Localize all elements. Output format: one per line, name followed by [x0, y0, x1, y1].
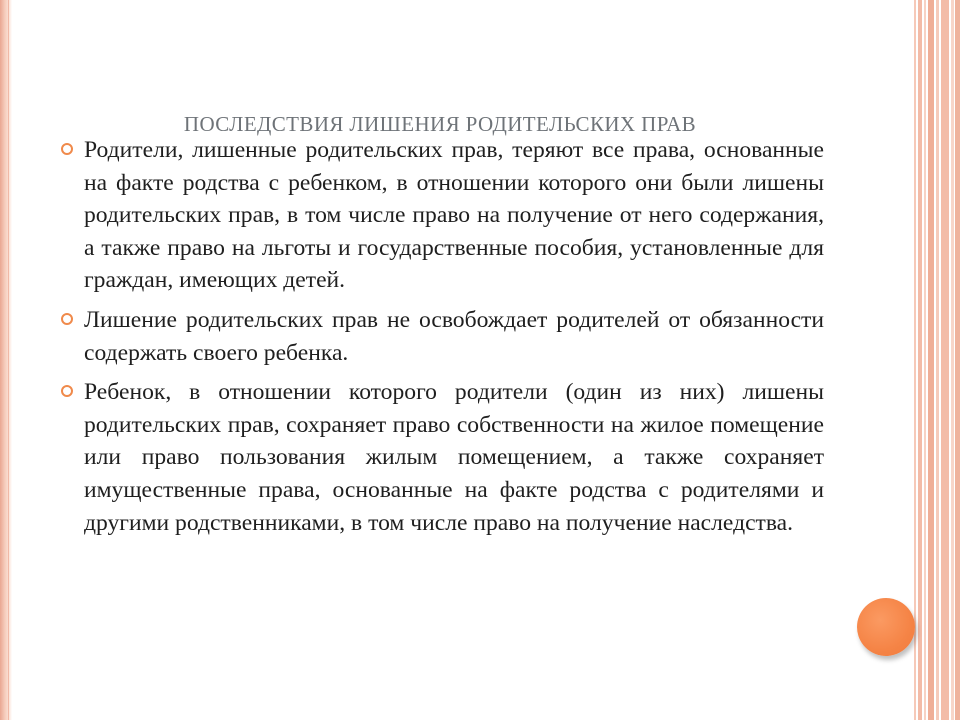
list-item	[58, 376, 824, 539]
stripe	[914, 0, 916, 720]
stripe	[918, 0, 922, 720]
stripe	[924, 0, 926, 720]
slide-title: ПОСЛЕДСТВИЯ ЛИШЕНИЯ РОДИТЕЛЬСКИХ ПРАВ	[183, 112, 697, 136]
right-decorative-stripes	[914, 0, 960, 720]
circle-bullet-icon	[61, 313, 73, 325]
left-border-line	[8, 0, 9, 720]
list-item	[58, 304, 824, 369]
left-decorative-border	[0, 0, 12, 720]
list-item	[58, 134, 824, 297]
paragraph-text: Лишение родительских прав не освобождает родителей от обязанности содержать своего ребенка.	[84, 306, 824, 366]
stripe	[928, 0, 934, 720]
bullet-list	[58, 134, 824, 546]
stripe	[936, 0, 939, 720]
orange-circle-decoration	[857, 598, 915, 656]
paragraph-text: Родители, лишенные родительских прав, теряют все права, основанные на факте родства с ребенком, в отношении которого они были лишены родительских прав, в том числе право на получение от него содержания, а также право на льготы и государственные пособия, установленные для граждан, имеющих детей.	[84, 137, 824, 294]
stripe	[951, 0, 954, 720]
circle-bullet-icon	[61, 143, 73, 155]
paragraph-text: Ребенок, в отношении которого родители (один из них) лишены родительских прав, сохраняет право собственности на жилое помещение или право пользования жилым помещением, а также сохраняет имущественные права, основанные на факте родства с родителями и другими родственниками, в том числе право на получение наследства.	[84, 379, 824, 536]
stripe	[955, 0, 960, 720]
circle-bullet-icon	[61, 385, 73, 397]
stripe	[941, 0, 949, 720]
